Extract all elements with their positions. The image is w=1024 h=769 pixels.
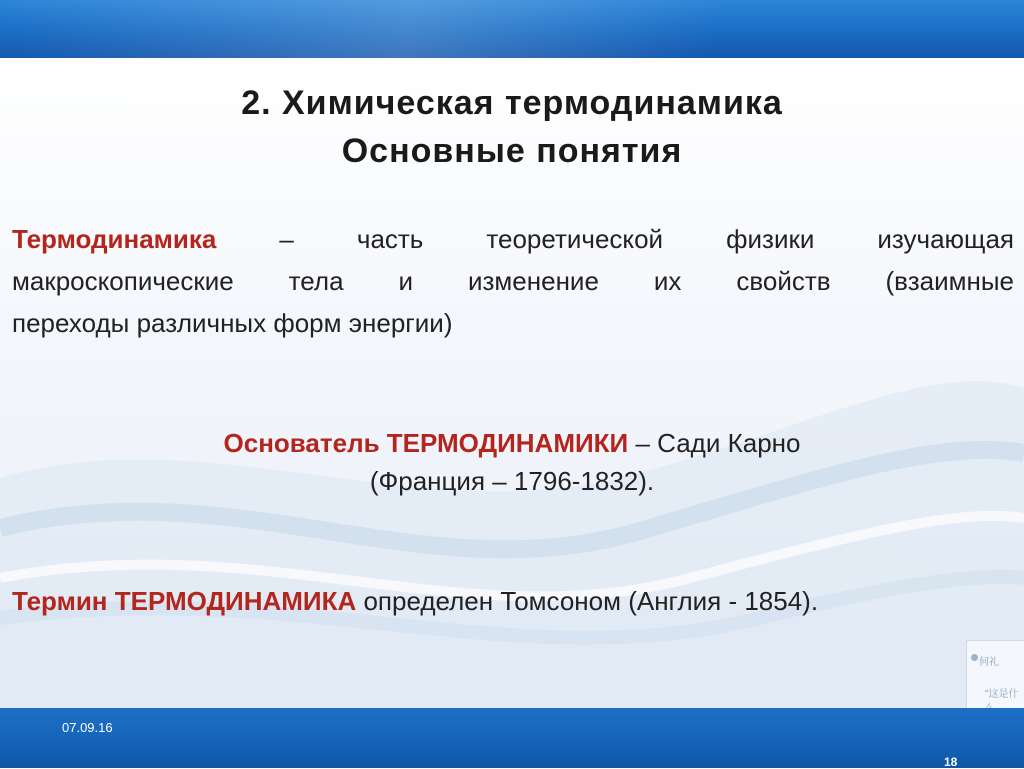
term-text: определен Томсоном (Англия - 1854). [356, 586, 819, 616]
founder-line-2: (Франция – 1796-1832). [369, 466, 655, 496]
definition-term: Термодинамика [12, 224, 217, 254]
chat-popup-fragment[interactable] [966, 640, 1024, 709]
slide-number: 18 [944, 755, 958, 769]
definition-line1-text: – часть теоретической физики изучающая [216, 224, 1014, 254]
slide-title: 2. Химическая термодинамика [241, 84, 783, 122]
founder-label: Основатель ТЕРМОДИНАМИКИ [223, 428, 629, 458]
definition-line-1 [12, 218, 1014, 260]
definition-line-2: макроскопические тела и изменение их свойств (взаимные [12, 266, 1014, 296]
slide-date: 07.09.16 [62, 720, 113, 735]
definition-paragraph [12, 218, 1014, 344]
definition-line-3: переходы различных форм энергии) [12, 308, 453, 338]
popup-message: "这是什 [985, 689, 1019, 700]
popup-sender: 何礼 [979, 657, 999, 668]
header-band [0, 0, 1024, 58]
user-icon [971, 654, 978, 661]
founder-line-1 [0, 424, 1024, 462]
term-label: Термин ТЕРМОДИНАМИКА [12, 586, 357, 616]
term-statement [12, 586, 818, 617]
footer-band [0, 708, 1024, 768]
slide-subtitle: Основные понятия [341, 132, 683, 170]
founder-name: – Сади Карно [628, 428, 801, 458]
